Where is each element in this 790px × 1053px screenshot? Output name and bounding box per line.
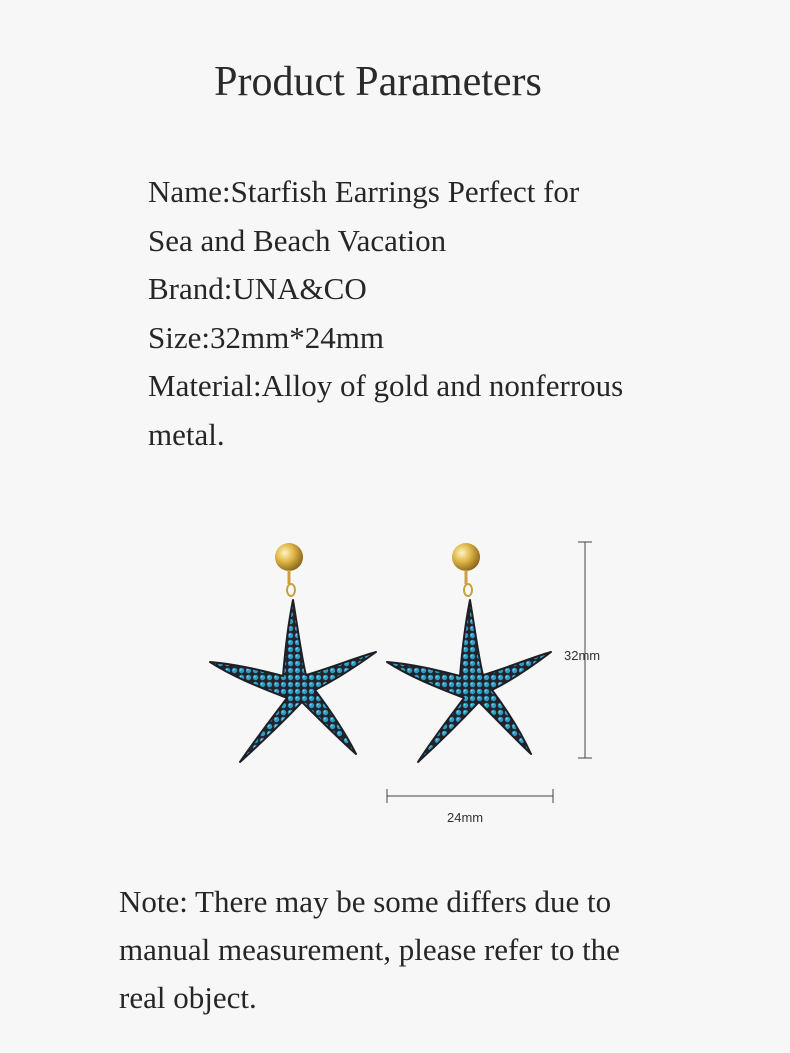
right-starfish xyxy=(387,600,551,762)
param-material-line-2: metal. xyxy=(148,416,225,452)
width-label: 24mm xyxy=(447,810,484,825)
param-size: Size:32mm*24mm xyxy=(148,319,384,355)
param-brand: Brand:UNA&CO xyxy=(148,271,367,306)
page-title: Product Parameters xyxy=(214,59,542,105)
param-material-line-1: Material:Alloy of gold and nonferrous xyxy=(148,368,624,403)
width-dimension-line xyxy=(387,789,553,803)
left-earring xyxy=(210,543,376,762)
product-figure xyxy=(0,520,790,840)
right-earring xyxy=(387,543,551,762)
earrings-image xyxy=(0,520,790,840)
param-name-line-1: Name:Starfish Earrings Perfect for xyxy=(148,174,580,209)
left-starfish xyxy=(210,600,376,762)
note-line-3: real object. xyxy=(119,980,257,1015)
product-parameters xyxy=(148,168,708,459)
param-name-line-2: Sea and Beach Vacation xyxy=(148,222,447,258)
note-line-2: manual measurement, please refer to the xyxy=(119,932,620,967)
note-line-1: Note: There may be some differs due to xyxy=(119,884,612,919)
height-label: 32mm xyxy=(564,648,601,663)
measurement-note xyxy=(119,878,739,1022)
